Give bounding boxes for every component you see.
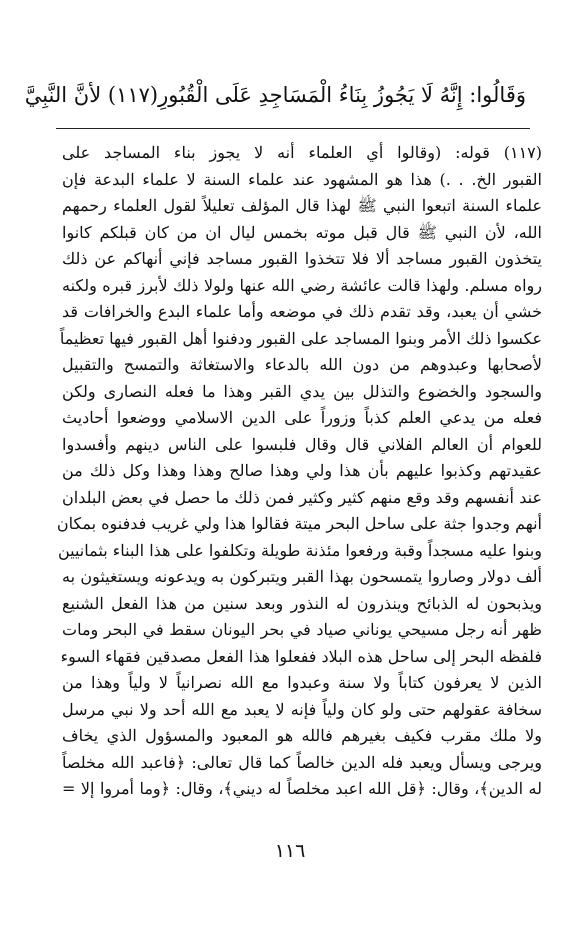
footnote-line: أنهم وجدوا جثة على ساحل البحر ميتة فقالوا هذا ولي غريب فدفنوه بمكان — [56, 514, 542, 533]
footnote-line: علماء السنة اتبعوا النبي ﷺ لهذا قال المؤلف تعليلاً لقول العلماء رحمهم — [62, 196, 542, 215]
footnote-line: سخافة عقولهم حتى ولو كان ولياً فإنه لا يعبد مع الله أحد ولا نبي مرسل — [62, 699, 542, 719]
page-number: ١١٦ — [274, 840, 306, 862]
footnote-line: (١١٧) قوله: (وقالوا أي العلماء أنه لا يجوز بناء المساجد على — [62, 143, 542, 162]
footnote-line: له الدين﴾، وقال: ﴿قل الله اعبد مخلصاً له ديني﴾، وقال: ﴿وما أمروا إلا = — [62, 779, 543, 798]
footnote-line: لأصحابها وعبدوهم من دون الله بالدعاء والاستغاثة والتمسح والتقبيل — [62, 355, 542, 374]
footnote-block — [56, 140, 543, 803]
footnote-line: عند أنفسهم وقد وقع منهم كثير وكثير فمن ذلك ما حصل في بعض البلدان — [62, 487, 542, 507]
footnote-line: فلفظه البحر إلى ساحل هذه البلاد ففعلوا هذا الفعل مصدقين فقهاء السوء — [60, 646, 542, 666]
footnote-line: رواه مسلم. ولهذا قالت عائشة رضي الله عنها ولولا ذلك لأبرز قبره ولكنه — [62, 275, 542, 295]
footnote-line: ظهر أنه رجل مسيحي يوناني صياد في بحر اليونان سقط في البحر ومات — [62, 620, 542, 639]
footnote-line: ولا ملك مقرب فكيف بغيرهم فالله هو المعبود والمسؤول الذي يخاف — [62, 726, 542, 745]
footnote-line: عكسوا ذلك الأمر وبنوا المساجد على القبور ودفنوا أهل القبور فيها تعظيماً — [59, 328, 542, 348]
footnote-line: فعله من يدعي العلم كذباً وزوراً على الدين الاسلامي ووضعوا أحاديث — [62, 408, 542, 427]
footnote-line: خشي أن يعبد، وقد تقدم ذلك في موضعه وأما علماء البدع والخرافات قد — [62, 302, 542, 321]
footnote-line: ألف دولار وصاروا يتمسحون بهذا القبر ويتبركون به ويدعونه ويستغيثون به — [62, 567, 542, 586]
footnote-line: للعوام أن العالم الفلاني قال وقال فلبسوا على الناس دينهم وأفسدوا — [62, 434, 543, 454]
footnote-line: والسجود والخضوع والتذلل بين يدي القبر وهذا ما فعله النصارى ولكن — [62, 381, 542, 401]
footnote-line: عقيدتهم وكذبوا عليهم بأن هذا ولي وهذا صالح وهذا وهذا وكل ذلك من — [62, 461, 542, 480]
footnote-line: القبور الخ. . .) هذا هو المشهود عند علماء السنة لا علماء البدعة فإن — [62, 169, 542, 189]
footnote-line: ويذبحون له الذبائح وينذرون له النذور وبعد سنين من هذا الفعل الشنيع — [62, 593, 542, 613]
footnote-line: الله، لأن النبي ﷺ قال قبل موته بخمس ليال ان من كان قبلكم كانوا — [62, 222, 542, 242]
footnote-line: ويرجى ويسأل ويعبد فله الدين خالصاً كما قال تعالى: ﴿فاعبد الله مخلصاً — [62, 752, 542, 772]
footnote-separator — [56, 128, 530, 129]
footnote-line: الذين لا يعرفون كتاباً ولا سنة وعبدوا مع الله نصرانياً لا ولياً وهذا من — [62, 673, 542, 692]
main-text-line: وَقَالُوا: إِنَّهُ لَا يَجُوزُ بِنَاءُ الْمَسَاجِدِ عَلَى الْقُبُورِ(١١٧) لأنَّ النَّبِيَّ — [24, 83, 526, 107]
footnote-line: وبنوا عليه مسجداً وقبة ورفعوا مئذنة طويلة وتكلفوا على هذا البناء بثمانيين — [57, 540, 542, 560]
footnote-line: يتخذون القبور مساجد ألا فلا تتخذوا القبور مساجد فإني أنهاكم عن ذلك — [62, 249, 542, 268]
